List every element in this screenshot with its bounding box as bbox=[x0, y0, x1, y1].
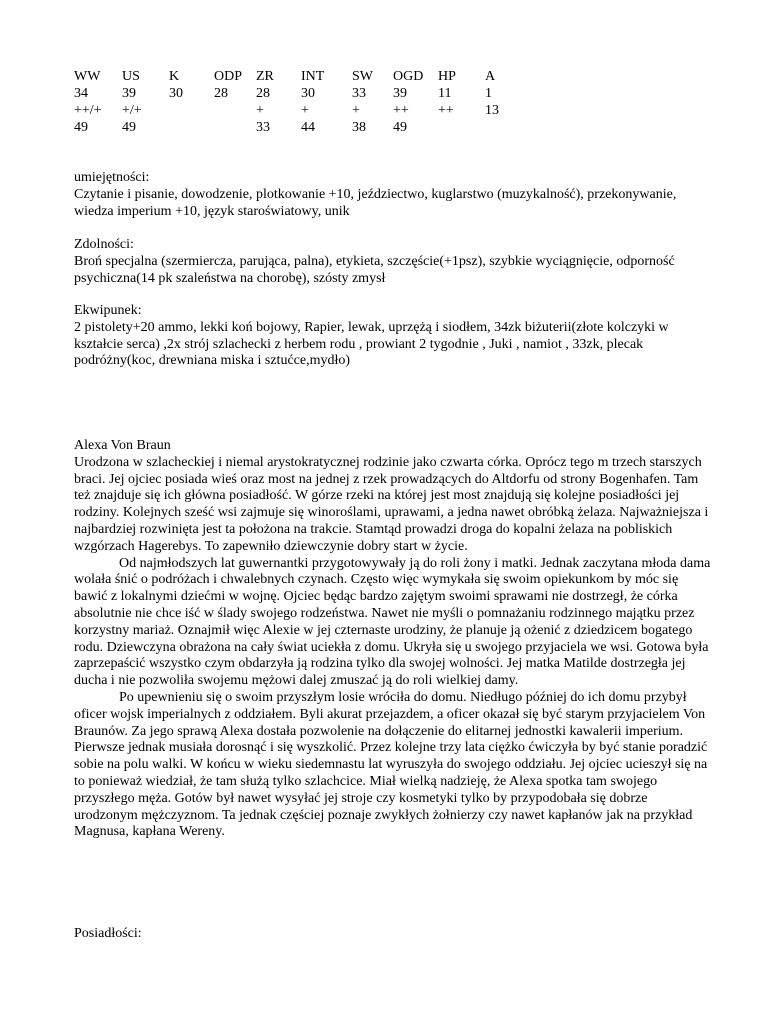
stat-cell: 13 bbox=[485, 103, 499, 118]
stats-table bbox=[74, 68, 614, 138]
stat-cell: + bbox=[256, 103, 264, 118]
stat-cell: 39 bbox=[393, 86, 407, 101]
stat-cell: 1 bbox=[485, 86, 492, 101]
character-name: Alexa Von Braun bbox=[74, 438, 171, 453]
stat-header-a: A bbox=[485, 69, 496, 84]
stat-cell: 49 bbox=[74, 120, 88, 135]
talents-heading: Zdolności: bbox=[74, 237, 134, 252]
stats-header-row bbox=[74, 68, 614, 85]
backstory-paragraph: Po upewnieniu się o swoim przyszłym losie wróciła do domu. Niedługo później do ich domu przybył oficer wojsk imperialnych z oddziałem. Byli akurat przejazdem, a oficer okazał się być starym przyjacielem Von Braunów. Za jego sprawą Alexa dostała pozwolenie na dołączenie do elitarnej jednostki kawalerii imperium. Pierwsze jednak musiała dorosnąć i się wyszkolić. Przez kolejne trzy lata ciężko ćwiczyła by być stanie poradzić sobie na polu walki. W końcu w wieku siedemnastu lat wyruszyła do swojego oddziału. Jej ojciec ucieszył się na to ponieważ wiedział, że tam służą tylko szlachcice. Miał wielką nadzieję, że Alexa spotka tam swojego przyszłego męża. Gotów był nawet wysyłać jej stroje czy kosmetyki tylko by przypodobała się dobrze urodzonym mężczyznom. Ta jednak częściej poznaje zwykłych żołnierzy czy nawet kapłanów jak na przykład Magnusa, kapłana Wereny. bbox=[74, 689, 708, 840]
backstory-section bbox=[74, 438, 714, 841]
stat-header-ogd: OGD bbox=[393, 69, 424, 84]
stat-cell: 28 bbox=[214, 86, 228, 101]
stat-cell: 44 bbox=[301, 120, 315, 135]
talents-section bbox=[74, 237, 714, 287]
equipment-text: 2 pistolety+20 ammo, lekki koń bojowy, Rapier, lewak, uprzężą i siodłem, 34zk biżuterii(złote kolczyki w kształcie serca) ,2x strój szlachecki z herbem rodu , prowiant 2 tygodnie , Juki , namiot , 33zk, plecak podróżny(koc, drewniana miska i sztućce,mydło) bbox=[74, 319, 669, 369]
stat-cell: 33 bbox=[256, 120, 270, 135]
stats-row-advances bbox=[74, 102, 614, 119]
stat-header-sw: SW bbox=[352, 69, 373, 84]
skills-text: Czytanie i pisanie, dowodzenie, plotkowanie +10, jeździectwo, kuglarstwo (muzykalność), przekonywanie, wiedza imperium +10, język staroświatowy, unik bbox=[74, 186, 677, 219]
skills-heading: umiejętności: bbox=[74, 170, 150, 185]
stat-cell: 38 bbox=[352, 120, 366, 135]
talents-text: Broń specjalna (szermiercza, parująca, palna), etykieta, szczęście(+1psz), szybkie wyciągnięcie, odporność psychiczna(14 pk szaleństwa na chorobę), szósty zmysł bbox=[74, 253, 675, 286]
stat-cell: 28 bbox=[256, 86, 270, 101]
stat-cell: ++/+ bbox=[74, 103, 102, 118]
stat-cell: + bbox=[301, 103, 309, 118]
stat-header-ww: WW bbox=[74, 69, 101, 84]
stats-row-base bbox=[74, 85, 614, 102]
stat-cell: 30 bbox=[301, 86, 315, 101]
stat-cell: 49 bbox=[122, 120, 136, 135]
stat-cell: ++ bbox=[393, 103, 409, 118]
stat-cell: 11 bbox=[438, 86, 452, 101]
possessions-heading: Posiadłości: bbox=[74, 926, 142, 941]
stat-cell: +/+ bbox=[122, 103, 142, 118]
stat-header-zr: ZR bbox=[256, 69, 274, 84]
equipment-heading: Ekwipunek: bbox=[74, 303, 142, 318]
stat-cell: 34 bbox=[74, 86, 88, 101]
backstory-paragraph: Urodzona w szlacheckiej i niemal arystokratycznej rodzinie jako czwarta córka. Oprócz tego m trzech starszych braci. Jej ojciec posiada wieś oraz most na jednej z rzek prowadzących do Altdorfu od strony Bogenhafen. Tam też znajduje się ich główna posiadłość. W górze rzeki na której jest most znajdują się kolejne posiadłości jej rodziny. Kolejnych sześć wsi zajmuje się winoroślami, uprawami, a jedna nawet obróbką żelaza. Najważniejsza i najbardziej rozwinięta jest ta położona na trakcie. Stamtąd prowadzi droga do kopalni żelaza na pobliskich wzgórzach Hagerebys. To zapewniło dziewczynie dobry start w życie. bbox=[74, 454, 709, 554]
stat-header-odp: ODP bbox=[214, 69, 243, 84]
stat-cell: 30 bbox=[169, 86, 183, 101]
stat-header-hp: HP bbox=[438, 69, 456, 84]
equipment-section bbox=[74, 303, 714, 370]
stat-cell: 33 bbox=[352, 86, 366, 101]
possessions-section bbox=[74, 926, 714, 943]
stat-header-k: K bbox=[169, 69, 180, 84]
skills-section bbox=[74, 170, 714, 220]
stat-cell: + bbox=[352, 103, 360, 118]
stat-cell: ++ bbox=[438, 103, 454, 118]
stat-cell: 49 bbox=[393, 120, 407, 135]
stat-header-us: US bbox=[122, 69, 140, 84]
stat-cell: 39 bbox=[122, 86, 136, 101]
backstory-paragraph: Od najmłodszych lat guwernantki przygotowywały ją do roli żony i matki. Jednak zaczytana młoda dama wolała śnić o podróżach i chwalebnych czynach. Często więc wymykała się swoim opiekunkom by móc się bawić z lokalnymi dziećmi w wojnę. Ojciec będąc bardzo zajętym swoimi sprawami nie dostrzegł, że córka absolutnie nie chce iść w ślady swojego rodzeństwa. Nawet nie myśli o pomnażaniu rodzinnego majątku przez korzystny mariaż. Oznajmił więc Alexie w jej czternaste urodziny, że planuje ją ożenić z dziedzicem bogatego rodu. Dziewczyna obrażona na cały świat uciekła z domu. Ukryła się u swojego przyjaciela we wsi. Gotowa była zaprzepaścić wszystko czym obdarzyła ją rodzina tylko dla swojej wolności. Jej matka Matilde dostrzegła jej ducha i nie pozwoliła swojemu mężowi dalej zmuszać ją do roli wielkiej damy. bbox=[74, 555, 711, 689]
stat-header-int: INT bbox=[301, 69, 325, 84]
stats-row-current bbox=[74, 119, 614, 136]
